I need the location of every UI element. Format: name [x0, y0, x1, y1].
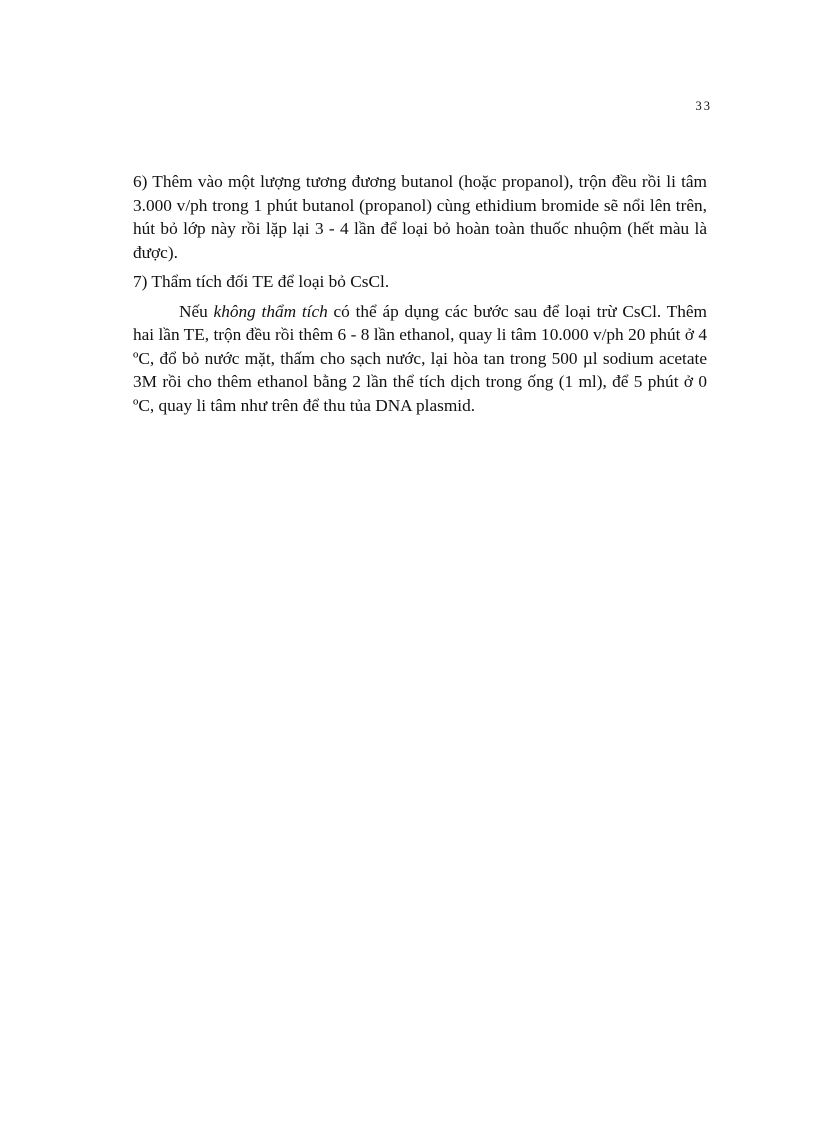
- page-number: 33: [695, 99, 712, 113]
- note-rest-text: có thể áp dụng các bước sau để loại trừ CsCl. Thêm hai lần TE, trộn đều rồi thêm 6 - 8 lần ethanol, quay li tâm 10.000 v/ph 20 phút ở 4 ºC, đổ bỏ nước mặt, thấm cho sạch nước, lại hòa tan trong 500 µl sodium acetate 3M rồi cho thêm ethanol bằng 2 lần thể tích dịch trong ống (1 ml), để 5 phút ở 0 ºC, quay li tâm như trên để thu tủa DNA plasmid.: [133, 301, 707, 415]
- step-7-paragraph: 7) Thẩm tích đối TE để loại bỏ CsCl.: [133, 272, 390, 291]
- step-6-paragraph: 6) Thêm vào một lượng tương đương butanol (hoặc propanol), trộn đều rồi li tâm 3.000 v/ph trong 1 phút butanol (propanol) cùng ethidium bromide sẽ nổi lên trên, hút bỏ lớp này rồi lặp lại 3 - 4 lần để loại bỏ hoàn toàn thuốc nhuộm (hết màu là được).: [133, 172, 707, 262]
- note-emphasis-text: không thẩm tích: [213, 301, 328, 321]
- note-paragraph: [133, 300, 707, 418]
- page-body: [133, 170, 707, 417]
- note-lead-text: Nếu: [179, 301, 214, 321]
